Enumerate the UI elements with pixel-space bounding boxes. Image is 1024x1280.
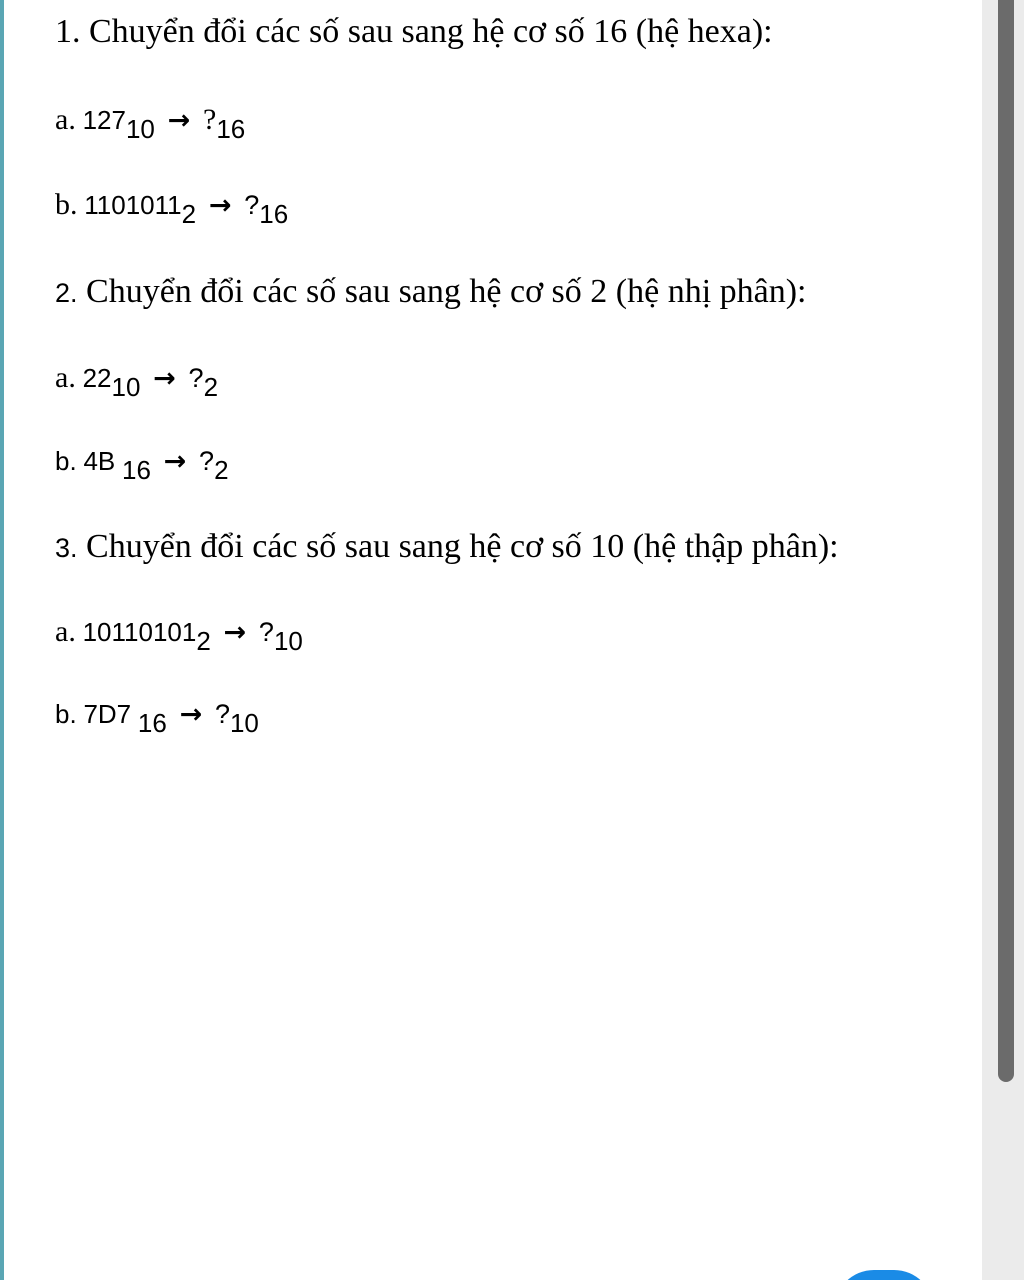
section3-item-b xyxy=(55,696,259,739)
arrow-right-icon: → xyxy=(208,190,232,221)
item-result: ? xyxy=(188,363,204,393)
section3-heading xyxy=(55,527,839,568)
item-base: 2 xyxy=(196,626,211,657)
item-letter: b. xyxy=(55,699,77,729)
item-value: 127 xyxy=(82,105,126,135)
item-base: 2 xyxy=(181,199,197,230)
item-result: ? xyxy=(203,103,217,136)
arrow-right-icon: → xyxy=(223,617,247,648)
section2-item-a xyxy=(55,360,219,403)
item-value: 22 xyxy=(82,363,112,393)
item-letter: a. xyxy=(55,615,76,648)
item-result-base: 16 xyxy=(259,199,289,230)
item-result: ? xyxy=(199,446,215,476)
section2-heading xyxy=(55,272,807,313)
item-letter: a. xyxy=(55,103,76,136)
section1-heading-text: 1. Chuyển đổi các số sau sang hệ cơ số 16 (hệ hexa): xyxy=(55,13,773,50)
item-result: ? xyxy=(258,617,274,647)
arrow-right-icon: → xyxy=(179,699,203,730)
item-value: 4B xyxy=(83,446,116,476)
left-edge-line xyxy=(0,0,4,1280)
scrollbar-thumb[interactable] xyxy=(998,0,1014,1082)
item-result-base: 10 xyxy=(273,626,303,657)
section3-number: 3. xyxy=(55,533,78,563)
section3-heading-text: Chuyển đổi các số sau sang hệ cơ số 10 (hệ thập phân): xyxy=(86,528,839,565)
section1-item-b xyxy=(55,187,289,230)
section2-item-b xyxy=(55,443,229,486)
section2-number: 2. xyxy=(55,278,78,308)
item-result: ? xyxy=(244,190,260,220)
arrow-right-icon: → xyxy=(167,105,191,136)
section1-item-a xyxy=(55,102,246,145)
floating-action-button[interactable] xyxy=(834,1270,934,1280)
item-result-base: 2 xyxy=(203,372,219,403)
item-base: 10 xyxy=(125,114,155,145)
item-base: 10 xyxy=(111,372,141,403)
item-letter: b. xyxy=(55,188,78,221)
item-base: 16 xyxy=(137,708,167,739)
item-value: 1101011 xyxy=(84,190,182,220)
arrow-right-icon: → xyxy=(153,363,176,394)
item-value: 7D7 xyxy=(83,699,132,729)
arrow-right-icon: → xyxy=(163,446,187,477)
item-result-base: 10 xyxy=(229,708,259,739)
item-base: 16 xyxy=(122,455,151,486)
item-result: ? xyxy=(214,699,230,729)
item-result-base: 16 xyxy=(216,114,246,145)
section1-heading xyxy=(55,12,773,52)
section2-heading-text: Chuyển đổi các số sau sang hệ cơ số 2 (hệ nhị phân): xyxy=(86,273,807,310)
item-letter: a. xyxy=(55,361,76,394)
item-letter: b. xyxy=(55,446,77,476)
item-value: 10110101 xyxy=(82,617,197,647)
item-result-base: 2 xyxy=(214,455,229,486)
section3-item-a xyxy=(55,614,303,657)
